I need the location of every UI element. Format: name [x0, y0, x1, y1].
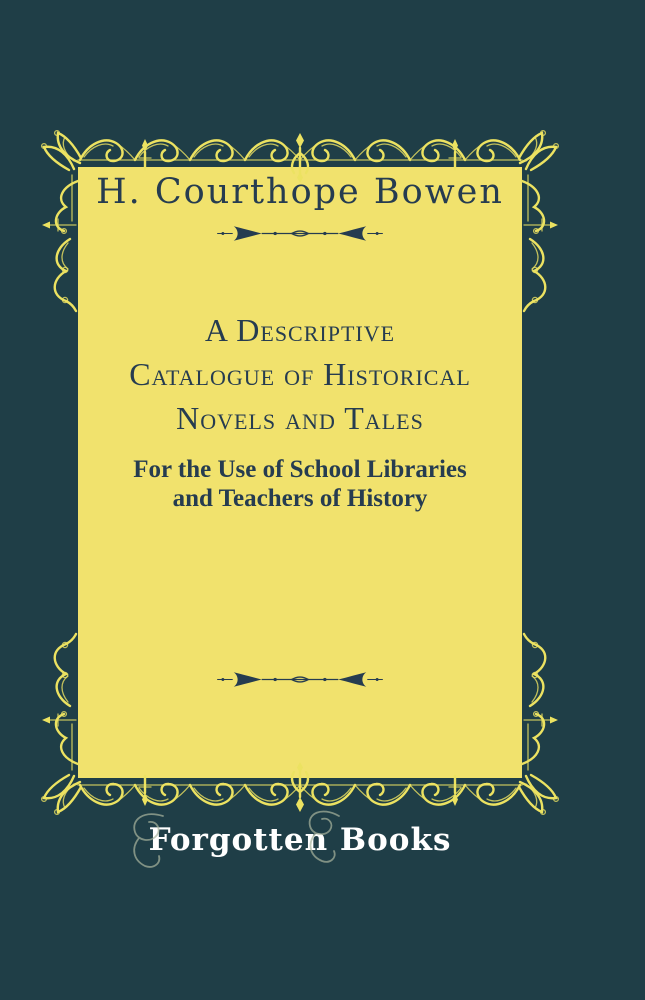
arrow-line-ornament-icon [212, 224, 388, 243]
subtitle-line-1: For the Use of School Libraries [133, 456, 467, 483]
title-line-1: A Descriptive [204, 312, 396, 348]
author-name: H. Courthope Bowen [96, 172, 504, 212]
subtitle-line-2: and Teachers of History [172, 485, 428, 512]
arrow-line-ornament-icon [212, 670, 388, 689]
logo-flourish-icon [129, 808, 175, 870]
book-subtitle [78, 455, 522, 513]
logo-flourish-icon [303, 806, 349, 868]
divider-ornament-top [78, 224, 522, 248]
title-line-2: Catalogue of Historical [129, 356, 471, 392]
title-line-3: Novels and Tales [176, 400, 424, 436]
divider-ornament-bottom [78, 670, 522, 694]
publisher-logo [78, 822, 522, 858]
book-title [78, 308, 522, 440]
publisher-name: Forgotten Books [148, 822, 452, 858]
